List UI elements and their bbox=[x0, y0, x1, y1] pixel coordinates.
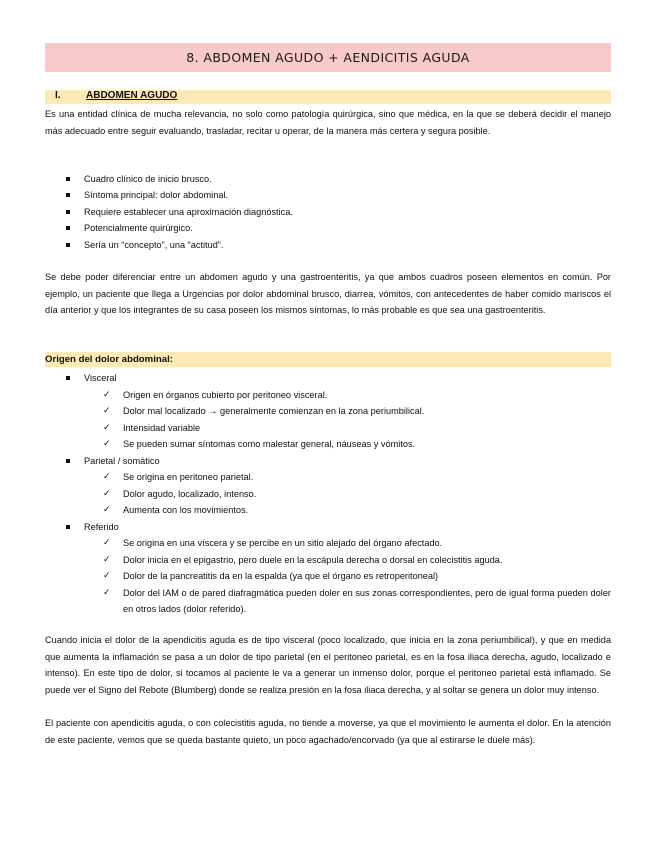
appendicitis-paragraph: Cuando inicia el dolor de la apendicitis aguda es de tipo visceral (poco localizado, que inicia en la zona periumbilical), y que en medida que aumenta la inflamación se pasa a un dolor de tipo parietal (en el peritoneo parietal, es en la fosa iliaca derecha, agudo, localizado e intenso). En este tipo de dolor, si tocamos al paciente le va a generar un inmenso dolor, porque el peritoneo parietal está inflamado. Se puede ver el Signo del Rebote (Blumberg) donde se realiza presión en la fosa iliaca derecha, y al soltar se genera un dolor muy intenso. bbox=[45, 635, 611, 695]
list-item: Potencialmente quirúrgico. bbox=[45, 220, 293, 236]
list-item: ✓ Se pueden sumar síntomas como malestar general, náuseas y vómitos. bbox=[45, 436, 611, 453]
check-icon: ✓ bbox=[103, 554, 111, 565]
gastroenteritis-paragraph: Se debe poder diferenciar entre un abdomen agudo y una gastroenteritis, ya que ambos cuadros poseen elementos en común. Por ejemplo, un paciente que llega a Urgencias por dolor abdominal brusco, diarrea, vómitos, con antecedentes de haber comido mariscos el día anterior y que los integrantes de su casa poseen los mismos síntomas, lo más probable es que sea una gastroenteritis. bbox=[45, 272, 611, 315]
list-item: ✓ Aumenta con los movimientos. bbox=[45, 502, 611, 519]
list-item: ✓ Dolor del IAM o de pared diafragmática pueden doler en sus zonas correspondientes, pero de igual forma pueden doler en otros lados (dolor referido). bbox=[45, 585, 611, 618]
section-heading bbox=[45, 90, 611, 104]
origin-category-visceral bbox=[45, 370, 611, 453]
origin-list bbox=[45, 370, 611, 618]
check-icon: ✓ bbox=[103, 406, 111, 416]
features-list bbox=[45, 171, 293, 253]
check-icon: ✓ bbox=[103, 505, 111, 515]
list-item: ✓ Dolor agudo, localizado, intenso. bbox=[45, 486, 611, 503]
list-item: ✓ Se origina en una víscera y se percibe en un sitio alejado del órgano afectado. bbox=[45, 535, 611, 552]
list-item: ✓ Se origina en peritoneo parietal. bbox=[45, 469, 611, 486]
check-icon: ✓ bbox=[103, 439, 111, 449]
category-label: Visceral bbox=[45, 370, 611, 387]
patient-paragraph: El paciente con apendicitis aguda, o con colecistitis aguda, no tiende a moverse, ya que el movimiento le aumenta el dolor. En la atención de este paciente, vemos que se queda bastante quieto, un poco agachado/encorvado (ya que al estirarse le duele más). bbox=[45, 718, 611, 745]
check-icon: ✓ bbox=[103, 389, 111, 400]
origin-heading: Origen del dolor abdominal: bbox=[45, 352, 611, 367]
check-icon: ✓ bbox=[103, 587, 111, 598]
section-number: I. bbox=[55, 90, 61, 101]
check-icon: ✓ bbox=[103, 472, 111, 482]
list-item: ✓ Dolor inicia en el epigastrio, pero duele en la escápula derecha o dorsal en colecistitis aguda. bbox=[45, 552, 611, 569]
section-title: ABDOMEN AGUDO bbox=[86, 90, 178, 101]
category-label: Referido bbox=[45, 519, 611, 536]
list-item: Síntoma principal: dolor abdominal. bbox=[45, 187, 293, 203]
list-item: ✓ Intensidad variable bbox=[45, 420, 611, 437]
document-title: 8. ABDOMEN AGUDO + AENDICITIS AGUDA bbox=[186, 50, 470, 65]
list-item: Cuadro clínico de inicio brusco. bbox=[45, 171, 293, 187]
list-item: ✓ Dolor mal localizado → generalmente comienzan en la zona periumbilical. bbox=[45, 403, 611, 420]
intro-paragraph: Es una entidad clínica de mucha relevancia, no solo como patología quirúrgica, sino que médica, en la que se deberá decidir el manejo más adecuado entre seguir evaluando, trasladar, recitar u operar, de la manera más certera y segura posible. bbox=[45, 109, 611, 136]
check-icon: ✓ bbox=[103, 538, 111, 548]
check-icon: ✓ bbox=[103, 571, 111, 581]
origin-category-referido bbox=[45, 519, 611, 618]
list-item: Sería un “concepto”, una “actitud”. bbox=[45, 237, 293, 253]
list-item: Requiere establecer una aproximación diagnóstica. bbox=[45, 204, 293, 220]
title-banner bbox=[45, 43, 611, 72]
list-item: ✓ Dolor de la pancreatitis da en la espalda (ya que el órgano es retroperitoneal) bbox=[45, 568, 611, 585]
check-icon: ✓ bbox=[103, 488, 111, 499]
category-label: Parietal / somático bbox=[45, 453, 611, 470]
check-icon: ✓ bbox=[103, 422, 111, 433]
origin-category-parietal bbox=[45, 453, 611, 519]
list-item: ✓ Origen en órganos cubierto por peritoneo visceral. bbox=[45, 387, 611, 404]
